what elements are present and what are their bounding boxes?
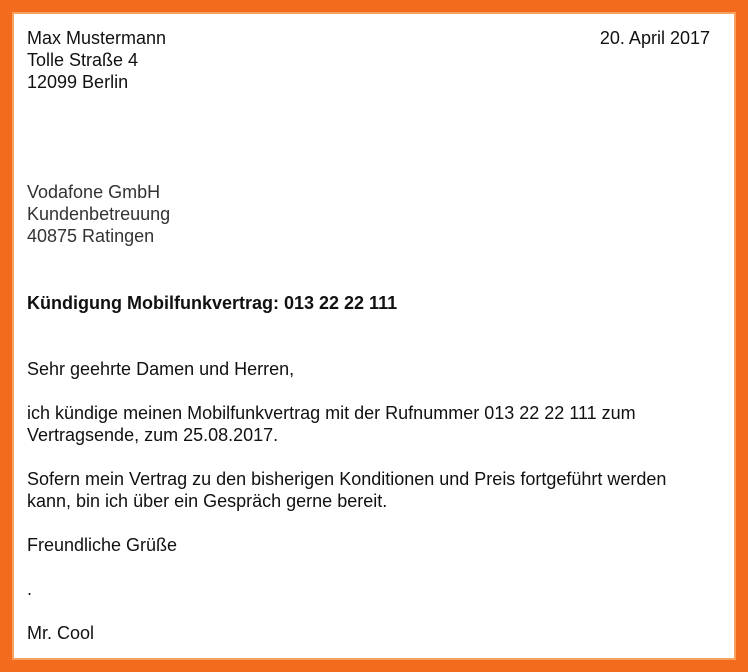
recipient-company: Vodafone GmbH xyxy=(27,182,161,202)
paragraph-1-line-2: Vertragsende, zum 25.08.2017. xyxy=(27,425,279,445)
sender-address xyxy=(27,27,166,93)
paragraph-2-line-1: Sofern mein Vertrag zu den bisherigen Konditionen und Preis fortgeführt werden xyxy=(27,469,667,489)
recipient-department: Kundenbetreuung xyxy=(27,204,171,224)
subject-line: Kündigung Mobilfunkvertrag: 013 22 22 111 xyxy=(27,293,398,313)
paragraph-1 xyxy=(27,402,713,446)
paragraph-2 xyxy=(27,468,713,512)
paragraph-2-line-2: kann, bin ich über ein Gespräch gerne bereit. xyxy=(27,491,388,511)
separator-dot: . xyxy=(27,579,33,599)
closing: Freundliche Grüße xyxy=(27,535,178,555)
recipient-city: 40875 Ratingen xyxy=(27,226,155,246)
sender-city: 12099 Berlin xyxy=(27,72,129,92)
recipient-address xyxy=(27,181,170,247)
signature: Mr. Cool xyxy=(27,623,95,643)
salutation: Sehr geehrte Damen und Herren, xyxy=(27,359,295,379)
sender-name: Max Mustermann xyxy=(27,28,167,48)
sender-street: Tolle Straße 4 xyxy=(27,50,139,70)
page-frame-inner xyxy=(12,12,736,660)
paragraph-1-line-1: ich kündige meinen Mobilfunkvertrag mit der Rufnummer 013 22 22 111 zum xyxy=(27,403,636,423)
letter-date: 20. April 2017 xyxy=(599,28,710,48)
